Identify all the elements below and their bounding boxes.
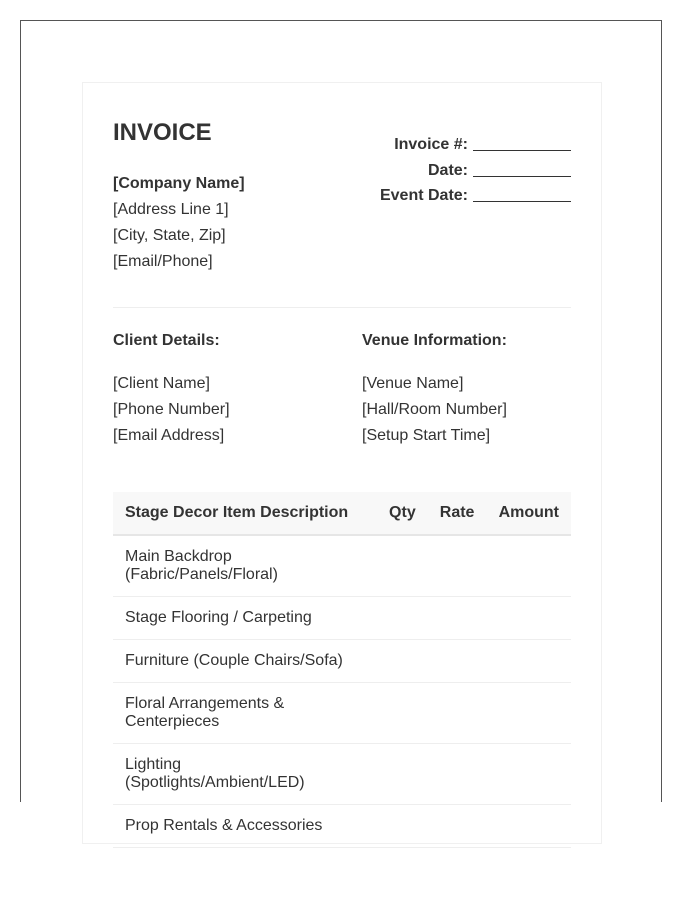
invoice-date-label: Date: bbox=[427, 161, 468, 179]
item-qty bbox=[377, 597, 428, 640]
item-qty bbox=[377, 683, 428, 744]
item-rate bbox=[428, 744, 487, 805]
invoice-date-blank bbox=[473, 160, 571, 177]
venue-information-heading: Venue Information: bbox=[362, 332, 507, 349]
table-row bbox=[113, 597, 571, 640]
invoice-date-row bbox=[380, 158, 571, 184]
item-amount bbox=[486, 744, 571, 805]
table-row bbox=[113, 805, 571, 848]
invoice-number-label: Invoice #: bbox=[394, 136, 468, 153]
company-email-phone: [Email/Phone] bbox=[113, 253, 213, 270]
invoice-title: INVOICE bbox=[113, 119, 212, 146]
item-qty bbox=[377, 744, 428, 805]
company-city-state-zip: [City, State, Zip] bbox=[113, 227, 226, 244]
table-row bbox=[113, 640, 571, 683]
company-block bbox=[113, 171, 245, 275]
column-header-qty: Qty bbox=[377, 492, 428, 535]
event-date-row bbox=[380, 183, 571, 209]
item-description: Stage Flooring / Carpeting bbox=[113, 597, 377, 640]
item-description: Main Backdrop (Fabric/Panels/Floral) bbox=[113, 535, 377, 597]
item-amount bbox=[486, 683, 571, 744]
item-description: Floral Arrangements & Centerpieces bbox=[113, 683, 377, 744]
client-name: [Client Name] bbox=[113, 375, 210, 392]
client-details bbox=[113, 331, 230, 449]
table-row bbox=[113, 744, 571, 805]
event-date-blank bbox=[473, 185, 571, 202]
item-description: Lighting (Spotlights/Ambient/LED) bbox=[113, 744, 377, 805]
event-date-label: Event Date: bbox=[379, 187, 468, 204]
table-row bbox=[113, 535, 571, 597]
item-rate bbox=[428, 640, 487, 683]
client-phone: [Phone Number] bbox=[113, 401, 230, 418]
venue-hall-room: [Hall/Room Number] bbox=[362, 401, 507, 418]
item-description: Furniture (Couple Chairs/Sofa) bbox=[113, 640, 377, 683]
item-qty bbox=[377, 535, 428, 597]
document-page bbox=[20, 20, 662, 834]
item-amount bbox=[486, 805, 571, 848]
item-qty bbox=[377, 640, 428, 683]
invoice-meta bbox=[380, 132, 571, 209]
item-amount bbox=[486, 640, 571, 683]
column-header-description: Stage Decor Item Description bbox=[113, 492, 377, 535]
invoice-number-blank bbox=[473, 134, 571, 151]
item-rate bbox=[428, 597, 487, 640]
venue-setup-time: [Setup Start Time] bbox=[362, 427, 491, 444]
item-amount bbox=[486, 597, 571, 640]
company-address-line1: [Address Line 1] bbox=[113, 201, 229, 218]
table-row bbox=[113, 683, 571, 744]
item-amount bbox=[486, 535, 571, 597]
line-items-table bbox=[113, 492, 571, 848]
item-qty bbox=[377, 805, 428, 848]
table-header-row bbox=[113, 492, 571, 535]
column-header-amount: Amount bbox=[486, 492, 571, 535]
column-header-rate: Rate bbox=[428, 492, 487, 535]
invoice-number-row bbox=[380, 132, 571, 158]
section-divider bbox=[113, 307, 571, 308]
item-rate bbox=[428, 535, 487, 597]
company-name: [Company Name] bbox=[113, 175, 245, 192]
item-description: Prop Rentals & Accessories bbox=[113, 805, 377, 848]
client-details-heading: Client Details: bbox=[113, 332, 220, 349]
client-email: [Email Address] bbox=[113, 427, 225, 444]
venue-information bbox=[362, 331, 507, 449]
venue-name: [Venue Name] bbox=[362, 375, 464, 392]
invoice-sheet bbox=[82, 82, 602, 844]
item-rate bbox=[428, 805, 487, 848]
item-rate bbox=[428, 683, 487, 744]
